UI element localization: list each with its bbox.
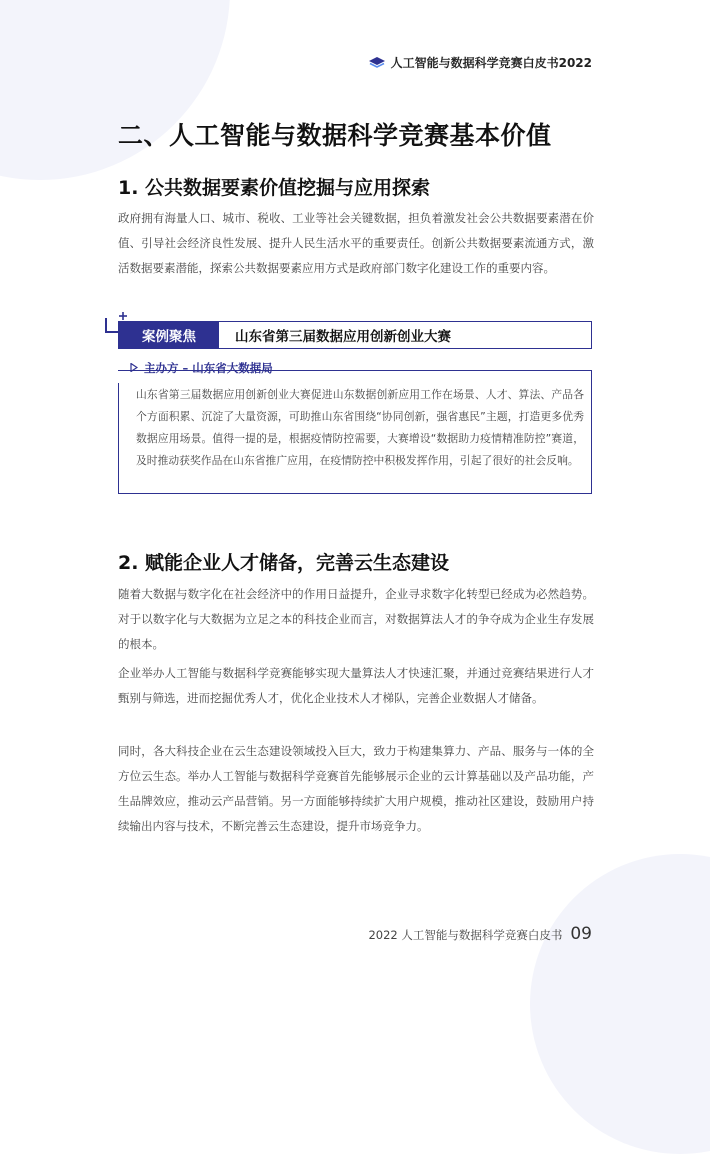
case-body: 山东省第三届数据应用创新创业大赛促进山东数据创新应用工作在场景、人才、算法、产品各个方面积累、沉淀了大量资源，可助推山东省围绕“协同创新，强省惠民”主题，打造更多优秀数据应用场景。值得一提的是，根据疫情防控需要，大赛增设“数据助力疫情精准防控”赛道，及时推动获奖作品在山东省推广应用，在疫情防控中积极发挥作用，引起了很好的社会反响。: [136, 388, 584, 467]
page-footer: [368, 924, 592, 944]
page-number: 09: [570, 924, 592, 944]
footer-title: 2022 人工智能与数据科学竞赛白皮书: [368, 928, 563, 942]
book-stack-icon: [369, 57, 385, 69]
case-organizer: [130, 360, 273, 376]
organizer-label: 主办方 – 山东省大数据局: [144, 361, 273, 375]
section-title: 二、人工智能与数据科学竞赛基本价值: [118, 121, 552, 150]
case-header-bar: [118, 321, 592, 349]
case-tag: 案例聚焦: [119, 322, 219, 348]
subsection-2-paragraph-3: 同时，各大科技企业在云生态建设领域投入巨大，致力于构建集算力、产品、服务与一体的全方位云生态。举办人工智能与数据科学竞赛首先能够展示企业的云计算基础以及产品功能，产生品牌效应，推动云产品营销。另一方面能够持续扩大用户规模，推动社区建设，鼓励用户持续输出内容与技术，不断完善云生态建设，提升市场竞争力。: [118, 744, 594, 833]
corner-decoration-top-left: [0, 0, 230, 180]
play-triangle-icon: [130, 361, 138, 375]
running-title: 人工智能与数据科学竞赛白皮书2022: [390, 56, 592, 70]
subsection-title-2: 2. 赋能企业人才储备，完善云生态建设: [118, 552, 450, 574]
running-header: [369, 54, 592, 71]
case-title: 山东省第三届数据应用创新创业大赛: [235, 329, 451, 345]
subsection-2-paragraph-1: 随着大数据与数字化在社会经济中的作用日益提升，企业寻求数字化转型已经成为必然趋势。对于以数字化与大数据为立足之本的科技企业而言，对数据算法人才的争夺成为企业生存发展的根本。: [118, 587, 594, 651]
corner-decoration-bottom-right: [530, 854, 710, 1154]
subsection-2-paragraph-2: 企业举办人工智能与数据科学竞赛能够实现大量算法人才快速汇聚，并通过竞赛结果进行人才甄别与筛选，进而挖掘优秀人才，优化企业技术人才梯队，完善企业数据人才储备。: [118, 666, 594, 705]
subsection-1-paragraph: 政府拥有海量人口、城市、税收、工业等社会关键数据，担负着激发社会公共数据要素潜在价值、引导社会经济良性发展、提升人民生活水平的重要责任。创新公共数据要素流通方式，激活数据要素潜能，探索公共数据要素应用方式是政府部门数字化建设工作的重要内容。: [118, 211, 594, 275]
subsection-title-1: 1. 公共数据要素价值挖掘与应用探索: [118, 177, 431, 199]
